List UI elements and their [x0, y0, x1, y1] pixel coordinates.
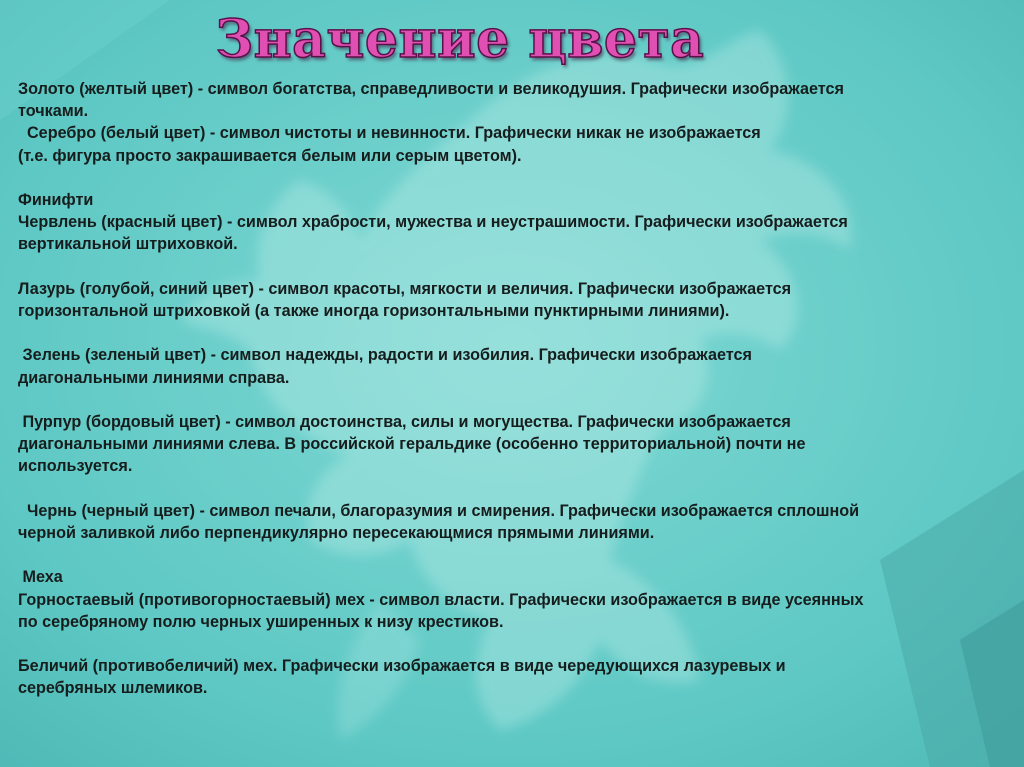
paragraph-gap	[18, 544, 1008, 566]
body-line: черной заливкой либо перпендикулярно пересекающмися прямыми линиями.	[18, 523, 655, 542]
paragraph-gap	[18, 167, 1008, 189]
slide-body-text	[18, 78, 1008, 700]
body-line: Червлень (красный цвет) - символ храбрости, мужества и неустрашимости. Графически изображается	[18, 213, 848, 232]
body-line: Беличий (противобеличий) мех. Графически изображается в виде чередующихся лазуревых и	[18, 657, 786, 676]
body-line: Горностаевый (противогорностаевый) мех - символ власти. Графически изображается в виде усеянных	[18, 590, 864, 609]
body-line: Чернь (черный цвет) - символ печали, благоразумия и смирения. Графически изображается сплошной	[18, 501, 860, 520]
body-line: Зелень (зеленый цвет) - символ надежды, радости и изобилия. Графически изображается	[18, 346, 752, 365]
body-line: диагональными линиями справа.	[18, 368, 290, 387]
body-line: Финифти	[18, 191, 94, 209]
slide-title: Значение цвета	[215, 9, 705, 70]
body-line: Пурпур (бордовый цвет) - символ достоинства, силы и могущества. Графически изображается	[18, 412, 791, 431]
paragraph-gap	[18, 389, 1008, 411]
paragraph-gap	[18, 478, 1008, 500]
body-line: Серебро (белый цвет) - символ чистоты и невинности. Графически никак не изображается	[18, 124, 761, 143]
body-line: Меха	[18, 568, 63, 587]
body-line: используется.	[18, 457, 133, 476]
body-line: точками.	[18, 102, 89, 121]
body-line: Лазурь (голубой, синий цвет) - символ красоты, мягкости и величия. Графически изображается	[18, 279, 792, 298]
body-line: серебряных шлемиков.	[18, 679, 208, 698]
body-line: горизонтальной штриховкой (а также иногда горизонтальными пунктирными линиями).	[18, 302, 730, 320]
body-line: вертикальной штриховкой.	[18, 235, 238, 254]
body-line: (т.е. фигура просто закрашивается белым или серым цветом).	[18, 146, 522, 165]
paragraph-gap	[18, 256, 1008, 278]
body-line: Золото (желтый цвет) - символ богатства, справедливости и великодушия. Графически изображается	[18, 80, 844, 98]
paragraph-gap	[18, 322, 1008, 344]
body-line: диагональными линиями слева. В российской геральдике (особенно территориальной) почти не	[18, 435, 806, 454]
body-line: по серебряному полю черных уширенных к низу крестиков.	[18, 612, 504, 631]
paragraph-gap	[18, 633, 1008, 655]
